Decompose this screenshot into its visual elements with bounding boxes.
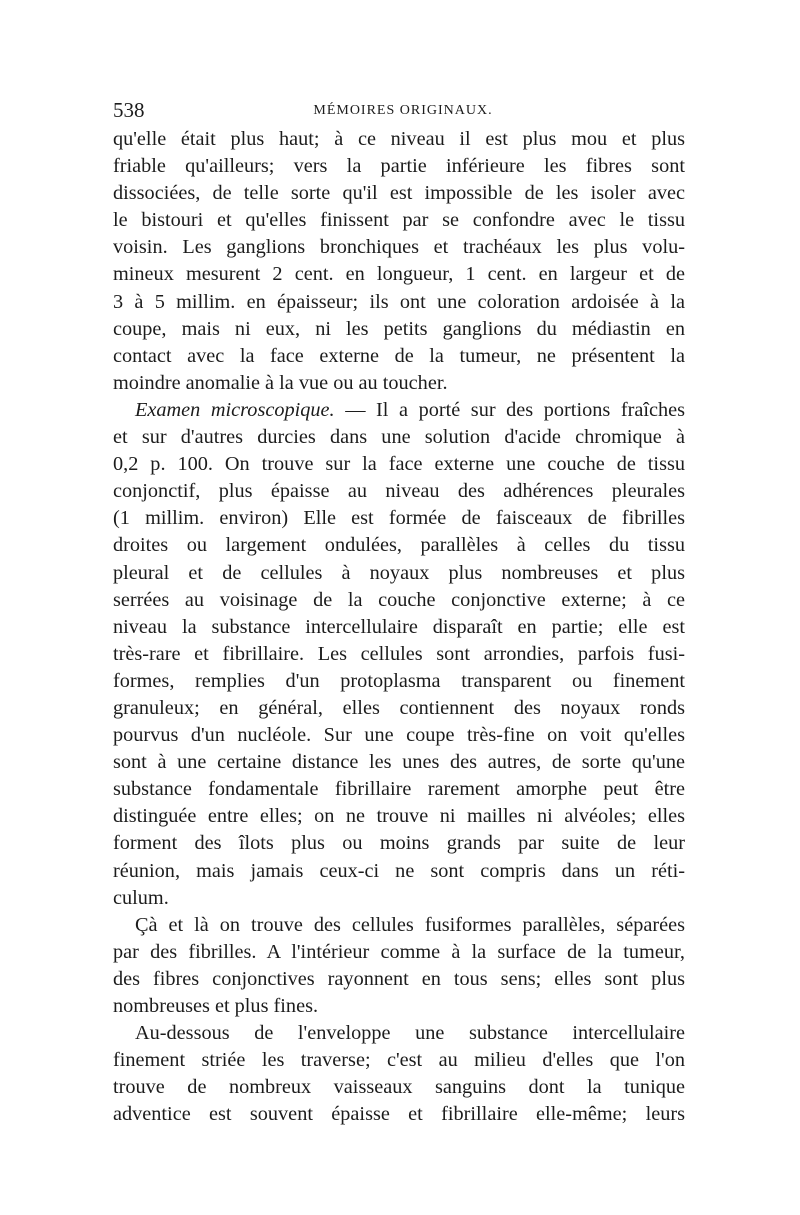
text-line-lead bbox=[113, 397, 685, 424]
page-number: 538 bbox=[113, 98, 145, 122]
text-line-lead-rest: — Il a porté sur des portions fraîches bbox=[334, 398, 685, 421]
text-line: très-rare et fibrillaire. Les cellules sont arrondies, parfois fusi- bbox=[113, 642, 685, 665]
text-line: moindre anomalie à la vue ou au toucher. bbox=[113, 371, 448, 394]
text-line: nombreuses et plus fines. bbox=[113, 995, 319, 1017]
text-line: pleural et de cellules à noyaux plus nombreuses et plus bbox=[113, 561, 685, 584]
text-line: coupe, mais ni eux, ni les petits ganglions du médiastin en bbox=[113, 317, 685, 340]
text-line: pourvus d'un nucléole. Sur une coupe très-fine on voit qu'elles bbox=[113, 724, 685, 747]
text-line: finement striée les traverse; c'est au milieu d'elles que l'on bbox=[113, 1049, 685, 1072]
text-line: adventice est souvent épaisse et fibrillaire elle-même; leurs bbox=[113, 1103, 685, 1126]
text-line: le bistouri et qu'elles finissent par se confondre avec le tissu bbox=[113, 209, 685, 232]
section-heading-italic: Examen microscopique. bbox=[135, 398, 335, 421]
body-text bbox=[113, 126, 685, 1128]
paragraph-fusiform-cells bbox=[113, 912, 685, 1020]
text-line: substance fondamentale fibrillaire rarement amorphe peut être bbox=[113, 778, 685, 801]
text-line: sont à une certaine distance les unes des autres, de sorte qu'une bbox=[113, 751, 685, 774]
paragraph-envelope bbox=[113, 1020, 685, 1128]
text-line: contact avec la face externe de la tumeur, ne présentent la bbox=[113, 344, 685, 367]
text-line: dissociées, de telle sorte qu'il est impossible de les isoler avec bbox=[113, 182, 685, 205]
text-line: Au-dessous de l'enveloppe une substance intercellulaire bbox=[135, 1022, 685, 1045]
text-line: réunion, mais jamais ceux-ci ne sont compris dans un réti- bbox=[113, 859, 685, 882]
text-line: Çà et là on trouve des cellules fusiformes parallèles, séparées bbox=[135, 913, 685, 936]
text-line: 0,2 p. 100. On trouve sur la face externe une couche de tissu bbox=[113, 453, 685, 476]
text-line: voisin. Les ganglions bronchiques et trachéaux les plus volu- bbox=[113, 236, 685, 259]
paragraph-gross-description bbox=[113, 126, 685, 397]
text-line: des fibres conjonctives rayonnent en tous sens; elles sont plus bbox=[113, 967, 685, 990]
text-line: trouve de nombreux vaisseaux sanguins dont la tunique bbox=[113, 1076, 685, 1099]
text-line: serrées au voisinage de la couche conjonctive externe; à ce bbox=[113, 588, 685, 611]
text-line: (1 millim. environ) Elle est formée de faisceaux de fibrilles bbox=[113, 507, 685, 530]
paragraph-microscopic-exam bbox=[113, 397, 685, 912]
text-line: qu'elle était plus haut; à ce niveau il est plus mou et plus bbox=[113, 128, 685, 150]
page-header bbox=[113, 98, 693, 124]
text-line: conjonctif, plus épaisse au niveau des adhérences pleurales bbox=[113, 480, 685, 503]
text-line: droites ou largement ondulées, parallèles à celles du tissu bbox=[113, 534, 685, 557]
text-line: et sur d'autres durcies dans une solution d'acide chromique à bbox=[113, 426, 685, 449]
text-line: distinguée entre elles; on ne trouve ni mailles ni alvéoles; elles bbox=[113, 805, 685, 828]
text-line: niveau la substance intercellulaire disparaît en partie; elle est bbox=[113, 615, 685, 638]
running-title: MÉMOIRES ORIGINAUX. bbox=[313, 103, 493, 118]
text-line: par des fibrilles. A l'intérieur comme à la surface de la tumeur, bbox=[113, 940, 685, 963]
text-line: friable qu'ailleurs; vers la partie inférieure les fibres sont bbox=[113, 155, 685, 178]
text-line: formes, remplies d'un protoplasma transparent ou finement bbox=[113, 669, 685, 692]
text-line: 3 à 5 millim. en épaisseur; ils ont une coloration ardoisée à la bbox=[113, 290, 685, 313]
text-line: granuleux; en général, elles contiennent des noyaux ronds bbox=[113, 696, 685, 719]
text-line: forment des îlots plus ou moins grands par suite de leur bbox=[113, 832, 685, 855]
text-line: culum. bbox=[113, 886, 169, 909]
text-line: mineux mesurent 2 cent. en longueur, 1 cent. en largeur et de bbox=[113, 263, 685, 286]
